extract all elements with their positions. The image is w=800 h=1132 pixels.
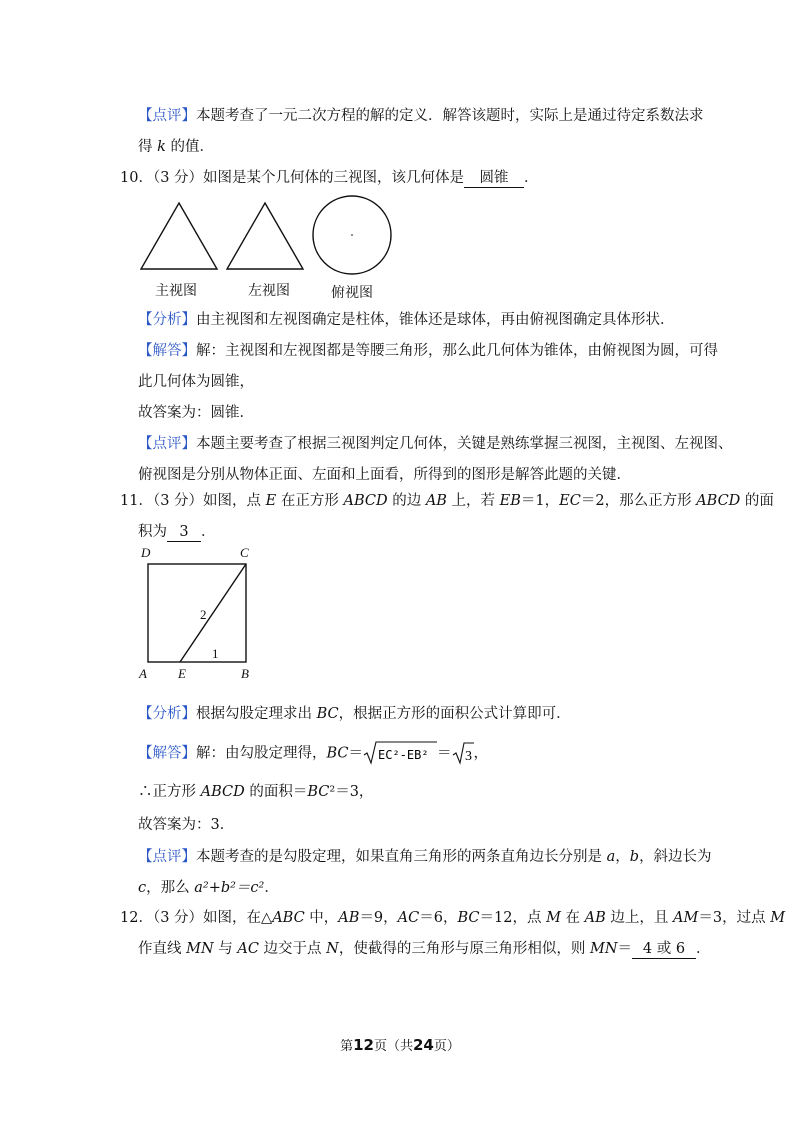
q12-stem-line1: 12．（3 分）如图，在△ABC 中，AB＝9，AC＝6，BC＝12，点 M 在 AB 边上，且 AM＝3，过点 M [120, 910, 786, 926]
vertex-b: B [241, 666, 249, 681]
q10-analysis: 【分析】由主视图和左视图确定是柱体，锥体还是球体，再由俯视图确定具体形状． [138, 312, 675, 328]
top-view-center-dot [351, 234, 353, 236]
review9-line2: 得 k 的值． [138, 139, 215, 155]
q10-stem: 10．（3 分）如图是某个几何体的三视图，该几何体是 圆锥 ． [120, 170, 539, 186]
q10-solution-line2: 此几何体为圆锥， [138, 374, 254, 390]
sqrt-expression [363, 740, 437, 767]
review9-line1: 【点评】本题考查了一元二次方程的解的定义．解答该题时，实际上是通过待定系数法求 [138, 108, 704, 124]
sqrt-three [452, 740, 474, 767]
q11-analysis: 【分析】根据勾股定理求出 BC，根据正方形的面积公式计算即可． [138, 706, 571, 722]
q10-review-line2: 俯视图是分别从物体正面、左面和上面看，所得到的图形是解答此题的关键． [138, 467, 631, 483]
front-view-triangle [141, 203, 217, 269]
page-footer: 第12页（共24页） [340, 1036, 460, 1054]
q10-answer: 圆锥 [464, 169, 524, 188]
length-eb: 1 [212, 646, 219, 661]
q11-review-line1: 【点评】本题考查的是勾股定理，如果直角三角形的两条直角边长分别是 a，b，斜边长为 [138, 849, 712, 865]
q11-review-line2: c，那么 a²+b²＝c²． [138, 880, 279, 896]
q11-stem-line1: 11．（3 分）如图，点 E 在正方形 ABCD 的边 AB 上，若 EB＝1，EC＝2，那么正方形 ABCD 的面 [120, 493, 774, 509]
radical-sign-icon [452, 740, 474, 766]
q10-final: 故答案为：圆锥． [138, 405, 254, 421]
front-view-label: 主视图 [155, 283, 197, 299]
q11-final: 故答案为：3． [138, 817, 235, 833]
vertex-e: E [178, 666, 186, 681]
q11-therefore: ∴正方形 ABCD 的面积＝BC²＝3， [138, 784, 374, 800]
q11-stem-line2: 积为 3 ． [138, 524, 216, 540]
square-abcd [148, 564, 246, 662]
radical-sign-icon [363, 740, 437, 766]
side-view-triangle [227, 203, 303, 269]
vertex-a: A [139, 666, 147, 681]
svg-text:3: 3 [464, 749, 472, 764]
q11-answer: 3 [167, 523, 201, 542]
q12-stem-line2: 作直线 MN 与 AC 边交于点 N，使截得的三角形与原三角形相似，则 MN＝ 4 或 6 ． [138, 941, 711, 957]
q11-solution: 【解答】解：由勾股定理得，BC＝ EC²-EB² ＝ 3 ， [138, 740, 488, 767]
svg-text:EC²-EB²: EC²-EB² [378, 748, 429, 762]
page-number: 12 [353, 1036, 374, 1054]
length-ec: 2 [200, 607, 207, 622]
vertex-c: C [240, 545, 249, 560]
q12-answer: 4 或 6 [632, 940, 696, 959]
side-view-label: 左视图 [248, 283, 290, 299]
q10-solution-line1: 【解答】解：主视图和左视图都是等腰三角形，那么此几何体为锥体，由俯视图为圆，可得 [138, 343, 718, 359]
page-total: 24 [413, 1036, 434, 1054]
review-tag: 【点评】 [138, 108, 196, 124]
q10-review-line1: 【点评】本题主要考查了根据三视图判定几何体，关键是熟练掌握三视图，主视图、左视图、 [138, 436, 733, 452]
top-view-label: 俯视图 [331, 285, 373, 301]
vertex-d: D [141, 545, 151, 560]
